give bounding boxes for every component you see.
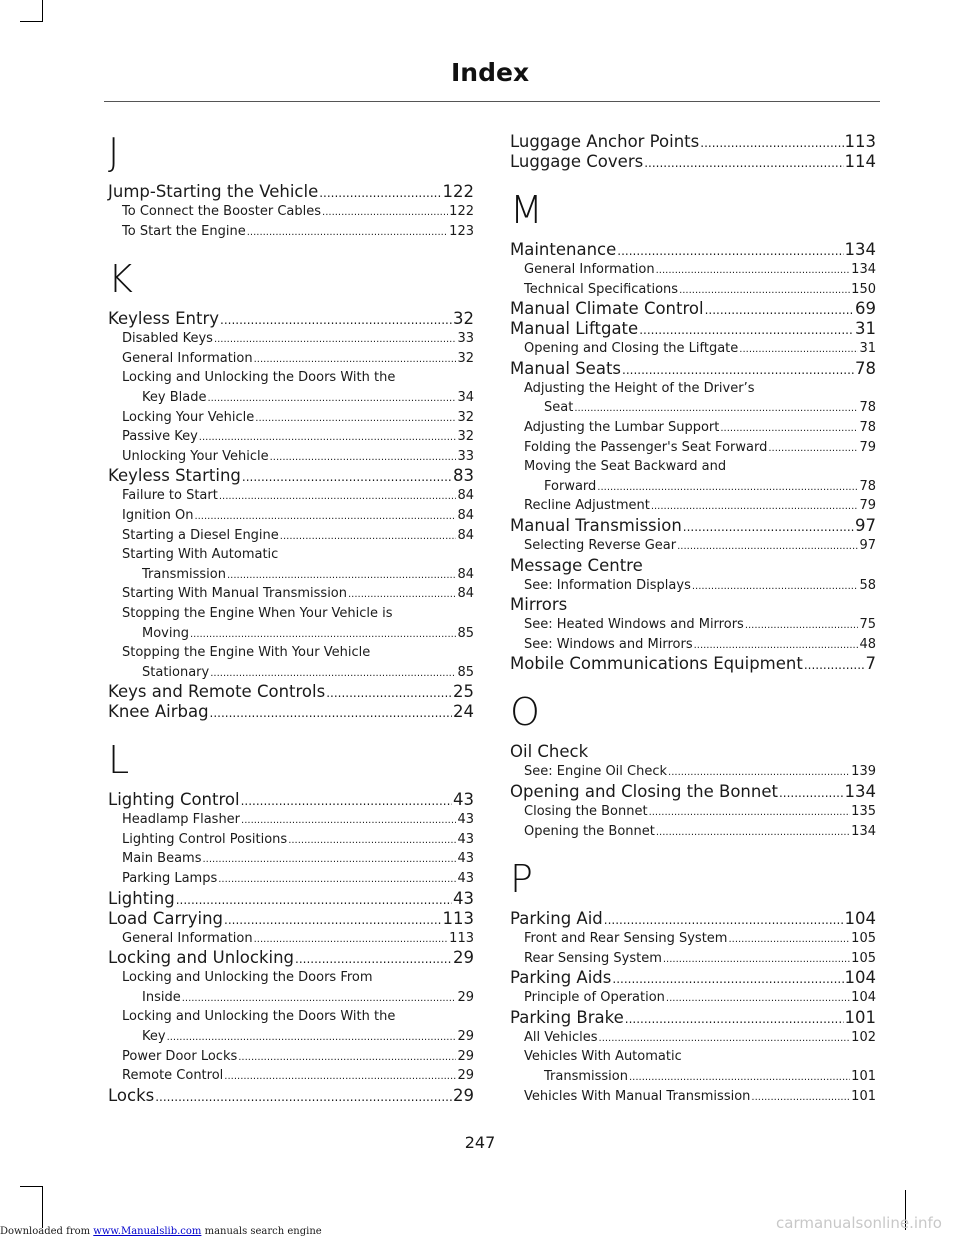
entry-label: Rear Sensing System	[524, 950, 662, 966]
entry-page-number: 97	[859, 537, 876, 553]
index-letter-heading: P	[510, 857, 533, 902]
index-subentry-line: Locking and Unlocking the Doors From	[122, 970, 373, 986]
dot-leader	[194, 506, 456, 527]
entry-page-number: 29	[457, 1068, 474, 1084]
entry-page-number: 84	[457, 566, 474, 582]
entry-page-number: 134	[851, 262, 876, 277]
entry-label: Inside	[142, 989, 181, 1005]
entry-page-number: 134	[851, 823, 876, 839]
dot-leader	[644, 152, 843, 173]
entry-page-number: 43	[453, 790, 474, 810]
index-subentry[interactable]	[108, 447, 474, 467]
index-letter-heading: M	[510, 188, 543, 232]
dot-leader	[804, 654, 865, 675]
index-subentry[interactable]	[510, 822, 876, 842]
entry-page-number: 43	[453, 888, 474, 908]
index-subentry[interactable]	[510, 615, 876, 635]
index-subentry[interactable]	[510, 762, 876, 782]
entry-page-number: 101	[844, 1007, 876, 1027]
index-entry[interactable]	[510, 909, 876, 929]
index-subentry[interactable]	[108, 427, 474, 447]
index-subentry[interactable]	[108, 329, 474, 349]
index-subentry[interactable]	[108, 486, 474, 506]
index-entry[interactable]	[108, 182, 474, 202]
index-subentry[interactable]	[510, 280, 876, 300]
index-subentry[interactable]	[510, 438, 876, 458]
dot-leader	[639, 319, 854, 340]
index-subentry[interactable]	[108, 988, 474, 1008]
entry-page-number: 43	[457, 871, 474, 887]
entry-page-number: 31	[859, 341, 876, 357]
dot-leader	[219, 486, 457, 507]
index-entry[interactable]	[510, 654, 876, 674]
dot-leader	[203, 849, 457, 870]
index-subentry[interactable]	[510, 260, 876, 280]
dot-leader	[656, 260, 851, 281]
entry-label: See: Engine Oil Check	[524, 764, 668, 780]
entry-page-number: 78	[859, 478, 876, 494]
dot-leader	[238, 1047, 456, 1068]
entry-page-number: 84	[457, 527, 474, 543]
entry-label: Stationary	[142, 664, 210, 680]
crop-mark	[20, 21, 42, 22]
dot-leader	[622, 359, 854, 380]
entry-page-number: 33	[457, 448, 474, 464]
index-subentry[interactable]	[108, 349, 474, 369]
dot-leader	[241, 810, 456, 831]
entry-page-number: 32	[457, 350, 474, 366]
index-subentry-line: Adjusting the Height of the Driver’s	[524, 380, 755, 396]
entry-page-number: 24	[453, 702, 474, 722]
dot-leader	[649, 802, 851, 823]
entry-page-number: 113	[442, 908, 474, 928]
index-entry[interactable]	[108, 682, 474, 702]
dot-leader	[155, 1086, 452, 1107]
index-subentry[interactable]	[108, 388, 474, 408]
dot-leader	[625, 1008, 844, 1029]
entry-label: Remote Control	[122, 1068, 224, 1084]
index-subentry-line: Locking and Unlocking the Doors With the	[122, 1009, 396, 1025]
entry-label: Key Blade	[142, 389, 207, 405]
entry-label: Transmission	[142, 566, 226, 582]
entry-page-number: 85	[457, 625, 474, 641]
entry-label: See: Information Displays	[524, 577, 691, 593]
dot-leader	[574, 398, 858, 419]
dot-leader	[182, 988, 457, 1009]
index-subentry[interactable]	[510, 496, 876, 516]
index-entry[interactable]	[510, 240, 876, 260]
index-entry[interactable]	[108, 309, 474, 329]
index-subentry[interactable]	[510, 398, 876, 418]
entry-label: Headlamp Flasher	[122, 812, 241, 828]
entry-label: Parking Aids	[510, 968, 612, 988]
entry-page-number: 78	[855, 358, 876, 378]
entry-label: Jump-Starting the Vehicle	[108, 182, 319, 201]
entry-page-number: 104	[844, 968, 876, 988]
entry-page-number: 135	[851, 803, 876, 819]
index-letter-heading: O	[510, 690, 540, 735]
dot-leader	[666, 988, 850, 1009]
dot-leader	[227, 565, 456, 586]
index-subentry[interactable]	[510, 477, 876, 497]
entry-label: Ignition On	[122, 507, 194, 523]
index-entry[interactable]	[108, 790, 474, 810]
entry-label: Failure to Start	[122, 488, 218, 504]
entry-page-number: 75	[859, 617, 876, 633]
entry-label: To Start the Engine	[122, 223, 246, 239]
entry-page-number: 78	[859, 400, 876, 416]
dot-leader	[768, 438, 858, 459]
dot-leader	[751, 1087, 850, 1108]
entry-label: Locks	[108, 1085, 155, 1105]
index-subentry-line: Starting With Automatic	[122, 547, 279, 563]
watermark: carmanualsonline.info	[776, 1214, 942, 1232]
entry-label: Forward	[544, 478, 597, 494]
dot-leader	[683, 516, 854, 537]
entry-page-number: 85	[457, 664, 474, 680]
index-subentry[interactable]	[108, 810, 474, 830]
index-entry-heading: Mirrors	[510, 595, 568, 615]
dot-leader	[728, 929, 850, 950]
entry-page-number: 104	[851, 990, 876, 1006]
index-subentry[interactable]	[108, 202, 474, 222]
entry-page-number: 134	[844, 240, 876, 259]
dot-leader	[224, 909, 441, 930]
crop-mark	[42, 1186, 43, 1228]
entry-label: Power Door Locks	[122, 1048, 238, 1064]
index-subentry[interactable]	[510, 929, 876, 949]
page-number: 247	[464, 1133, 496, 1152]
entry-page-number: 101	[851, 1069, 876, 1085]
index-letter-heading: L	[108, 738, 130, 783]
index-entry[interactable]	[510, 132, 876, 152]
index-subentry[interactable]	[510, 536, 876, 556]
entry-page-number: 29	[457, 1048, 474, 1064]
entry-page-number: 32	[453, 309, 474, 329]
index-subentry-line: Moving the Seat Backward and	[524, 459, 727, 475]
entry-label: Parking Lamps	[122, 871, 218, 887]
entry-label: Starting With Manual Transmission	[122, 586, 347, 602]
index-entry[interactable]	[510, 1008, 876, 1028]
dot-leader	[295, 948, 452, 969]
entry-label: Recline Adjustment	[524, 498, 650, 514]
entry-label: Seat	[544, 400, 574, 416]
entry-label: Adjusting the Lumbar Support	[524, 419, 720, 435]
entry-label: Parking Aid	[510, 909, 603, 929]
dot-leader	[604, 909, 844, 930]
index-subentry[interactable]	[108, 929, 474, 949]
entry-label: Luggage Anchor Points	[510, 132, 700, 151]
index-entry[interactable]	[510, 968, 876, 988]
index-subentry-line: Stopping the Engine With Your Vehicle	[122, 645, 371, 661]
entry-label: General Information	[524, 262, 655, 277]
index-subentry[interactable]	[108, 1066, 474, 1086]
index-subentry[interactable]	[108, 222, 474, 242]
entry-label: Passive Key	[122, 429, 198, 445]
entry-label: Disabled Keys	[122, 331, 213, 347]
dot-leader	[599, 1028, 851, 1049]
entry-page-number: 43	[457, 812, 474, 828]
index-subentry-line: Locking and Unlocking the Doors With the	[122, 370, 396, 386]
entry-page-number: 33	[457, 331, 474, 347]
entry-page-number: 31	[855, 319, 876, 339]
dot-leader	[270, 447, 457, 468]
dot-leader	[668, 762, 850, 783]
index-subentry[interactable]	[510, 1087, 876, 1107]
index-subentry[interactable]	[510, 1028, 876, 1048]
entry-label: Starting a Diesel Engine	[122, 527, 279, 543]
entry-label: Moving	[142, 625, 189, 641]
entry-label: Locking Your Vehicle	[122, 409, 255, 425]
entry-page-number: 48	[859, 636, 876, 652]
footer-suffix: manuals search engine	[201, 1226, 322, 1237]
index-entry[interactable]	[108, 1086, 474, 1106]
dot-leader	[176, 889, 452, 910]
index-subentry[interactable]	[108, 1047, 474, 1067]
entry-label: General Information	[122, 930, 253, 946]
entry-page-number: 123	[449, 223, 474, 239]
entry-label: Transmission	[544, 1069, 628, 1085]
entry-label: Manual Climate Control	[510, 299, 704, 319]
index-subentry[interactable]	[510, 635, 876, 655]
entry-label: Unlocking Your Vehicle	[122, 448, 269, 464]
dot-leader	[207, 388, 456, 409]
entry-page-number: 101	[851, 1088, 876, 1104]
entry-label: See: Windows and Mirrors	[524, 636, 693, 652]
dot-leader	[280, 526, 457, 547]
index-subentry[interactable]	[510, 988, 876, 1008]
entry-page-number: 113	[844, 132, 876, 151]
index-subentry[interactable]	[108, 506, 474, 526]
entry-label: Main Beams	[122, 851, 202, 867]
dot-leader	[779, 782, 844, 803]
index-entry[interactable]	[510, 299, 876, 319]
index-subentry[interactable]	[108, 526, 474, 546]
dot-leader	[167, 1027, 457, 1048]
index-column-left	[108, 132, 474, 1106]
footer-link[interactable]: www.Manualslib.com	[93, 1226, 202, 1237]
entry-page-number: 114	[844, 152, 876, 171]
dot-leader	[254, 929, 449, 950]
dot-leader	[242, 466, 452, 487]
index-entry[interactable]	[108, 889, 474, 909]
entry-page-number: 34	[457, 389, 474, 405]
entry-label: Principle of Operation	[524, 990, 665, 1006]
entry-label: Key	[142, 1029, 166, 1045]
index-entry[interactable]	[510, 516, 876, 536]
index-letter-heading: J	[108, 130, 120, 174]
dot-leader	[190, 624, 456, 645]
entry-label: Keyless Starting	[108, 466, 241, 486]
index-subentry[interactable]	[108, 1027, 474, 1047]
index-subentry[interactable]	[510, 1067, 876, 1087]
entry-page-number: 43	[457, 851, 474, 867]
entry-page-number: 84	[457, 488, 474, 504]
dot-leader	[720, 418, 858, 439]
entry-page-number: 69	[855, 299, 876, 319]
entry-label: Lighting Control	[108, 790, 240, 810]
entry-page-number: 78	[859, 419, 876, 435]
footer	[0, 1226, 322, 1237]
index-subentry[interactable]	[108, 830, 474, 850]
index-subentry[interactable]	[108, 869, 474, 889]
entry-page-number: 104	[844, 909, 876, 929]
entry-label: Manual Liftgate	[510, 319, 639, 339]
dot-leader	[629, 1067, 850, 1088]
index-entry[interactable]	[108, 948, 474, 968]
entry-label: Keyless Entry	[108, 309, 219, 329]
entry-page-number: 29	[453, 1085, 474, 1105]
index-entry[interactable]	[108, 466, 474, 486]
entry-label: Folding the Passenger's Seat Forward	[524, 439, 768, 455]
crop-mark	[20, 1186, 42, 1187]
entry-label: Lighting	[108, 888, 175, 908]
dot-leader	[210, 663, 456, 684]
entry-label: Opening the Bonnet	[524, 823, 655, 839]
dot-leader	[700, 132, 843, 153]
dot-leader	[677, 536, 858, 557]
entry-page-number: 29	[453, 948, 474, 968]
entry-page-number: 32	[457, 429, 474, 445]
entry-page-number: 43	[457, 831, 474, 847]
entry-label: Manual Seats	[510, 358, 622, 378]
index-subentry[interactable]	[510, 949, 876, 969]
dot-leader	[326, 682, 452, 703]
index-subentry[interactable]	[510, 418, 876, 438]
index-subentry[interactable]	[108, 663, 474, 683]
entry-page-number: 134	[844, 781, 876, 801]
entry-page-number: 122	[442, 182, 474, 201]
index-subentry-line: Stopping the Engine When Your Vehicle is	[122, 605, 393, 621]
dot-leader	[288, 830, 456, 851]
entry-page-number: 83	[453, 466, 474, 486]
dot-leader	[218, 869, 456, 890]
index-subentry[interactable]	[108, 584, 474, 604]
entry-label: Opening and Closing the Liftgate	[524, 341, 739, 357]
entry-page-number: 105	[851, 950, 876, 966]
index-entry[interactable]	[108, 909, 474, 929]
index-subentry-line: Vehicles With Automatic	[524, 1049, 682, 1065]
dot-leader	[241, 790, 452, 811]
entry-label: Mobile Communications Equipment	[510, 654, 803, 674]
dot-leader	[322, 202, 448, 223]
index-subentry[interactable]	[108, 849, 474, 869]
index-subentry[interactable]	[108, 624, 474, 644]
dot-leader	[210, 702, 452, 723]
index-subentry[interactable]	[108, 565, 474, 585]
crop-mark	[42, 0, 43, 22]
footer-prefix: Downloaded from	[0, 1226, 94, 1237]
index-subentry[interactable]	[108, 408, 474, 428]
entry-page-number: 150	[851, 281, 876, 297]
index-entry-heading: Message Centre	[510, 555, 643, 575]
entry-label: Locking and Unlocking	[108, 948, 295, 968]
entry-page-number: 32	[457, 409, 474, 425]
entry-page-number: 97	[855, 515, 876, 535]
entry-label: Selecting Reverse Gear	[524, 537, 677, 553]
entry-page-number: 58	[859, 577, 876, 593]
dot-leader	[319, 182, 441, 203]
entry-page-number: 84	[457, 586, 474, 602]
entry-label: Load Carrying	[108, 908, 224, 928]
header-divider	[104, 101, 880, 102]
dot-leader	[679, 280, 850, 301]
entry-page-number: 7	[865, 654, 876, 674]
entry-label: Opening and Closing the Bonnet	[510, 781, 778, 801]
dot-leader	[199, 427, 457, 448]
entry-page-number: 79	[859, 439, 876, 455]
dot-leader	[656, 822, 850, 843]
entry-label: Closing the Bonnet	[524, 803, 648, 819]
index-entry[interactable]	[510, 782, 876, 802]
entry-page-number: 29	[457, 1029, 474, 1045]
dot-leader	[692, 576, 859, 597]
entry-label: Luggage Covers	[510, 152, 644, 171]
entry-label: Manual Transmission	[510, 515, 682, 535]
entry-page-number: 113	[449, 930, 474, 946]
index-entry[interactable]	[510, 319, 876, 339]
entry-page-number: 139	[851, 764, 876, 780]
dot-leader	[220, 309, 452, 330]
index-entry-heading: Oil Check	[510, 742, 589, 762]
entry-label: Knee Airbag	[108, 702, 209, 722]
dot-leader	[617, 240, 843, 261]
entry-label: General Information	[122, 350, 253, 366]
index-entry[interactable]	[510, 359, 876, 379]
entry-label: Vehicles With Manual Transmission	[524, 1088, 751, 1104]
index-entry[interactable]	[108, 702, 474, 722]
index-letter-heading: K	[108, 257, 133, 302]
dot-leader	[348, 584, 456, 605]
entry-label: Lighting Control Positions	[122, 831, 288, 847]
entry-label: See: Heated Windows and Mirrors	[524, 617, 744, 633]
entry-label: Parking Brake	[510, 1007, 624, 1027]
index-subentry[interactable]	[510, 576, 876, 596]
index-column-right	[510, 132, 876, 1106]
entry-page-number: 25	[453, 682, 474, 702]
dot-leader	[612, 968, 843, 989]
index-entry[interactable]	[510, 152, 876, 172]
dot-leader	[247, 222, 448, 243]
dot-leader	[255, 408, 456, 429]
index-subentry[interactable]	[510, 802, 876, 822]
entry-label: To Connect the Booster Cables	[122, 204, 322, 219]
entry-label: Technical Specifications	[524, 281, 679, 297]
entry-page-number: 84	[457, 507, 474, 523]
entry-label: Keys and Remote Controls	[108, 682, 326, 702]
dot-leader	[224, 1066, 456, 1087]
dot-leader	[651, 496, 859, 517]
entry-label: All Vehicles	[524, 1029, 598, 1045]
entry-page-number: 105	[851, 931, 876, 947]
entry-page-number: 102	[851, 1029, 876, 1045]
dot-leader	[745, 615, 859, 636]
entry-label: Front and Rear Sensing System	[524, 931, 728, 947]
dot-leader	[694, 635, 859, 656]
entry-page-number: 79	[859, 498, 876, 514]
index-subentry[interactable]	[510, 339, 876, 359]
dot-leader	[214, 329, 457, 350]
entry-label: Maintenance	[510, 240, 617, 259]
dot-leader	[739, 339, 858, 360]
dot-leader	[705, 299, 854, 320]
dot-leader	[597, 477, 858, 498]
entry-page-number: 29	[457, 989, 474, 1005]
entry-page-number: 122	[449, 204, 474, 219]
dot-leader	[254, 349, 457, 370]
dot-leader	[663, 949, 850, 970]
